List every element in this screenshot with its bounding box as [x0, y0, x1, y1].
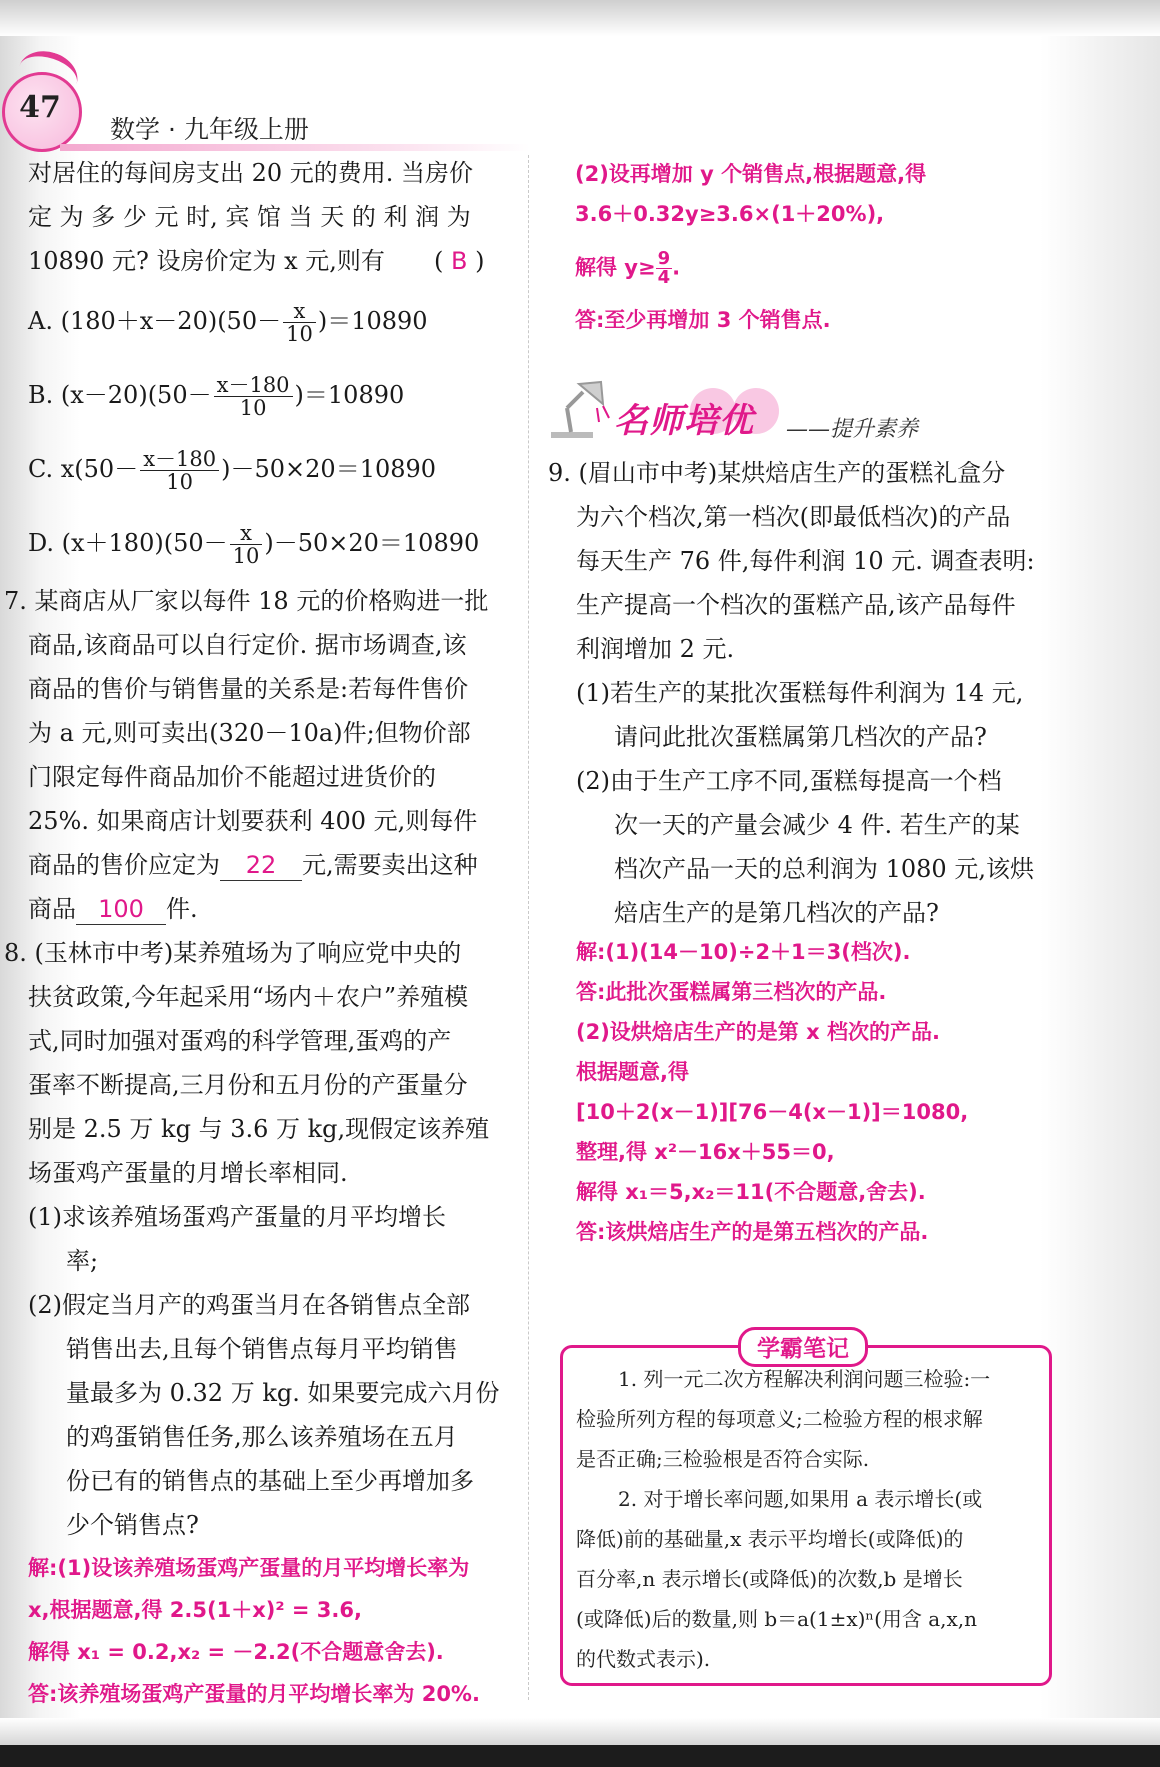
q8-part2-line-1: (2)假定当月产的鸡蛋当月在各销售点全部 [28, 1291, 470, 1319]
opt-b-pre: B. (x－20)(50－ [28, 381, 212, 409]
opt-d-pre: D. (x＋180)(50－ [28, 529, 228, 557]
q8-part2-line-4: 的鸡蛋销售任务,那么该养殖场在五月 [66, 1423, 458, 1451]
q9-line-1: 9. (眉山市中考)某烘焙店生产的蛋糕礼盒分 [548, 459, 1006, 487]
q7-line-7-post: 元,需要卖出这种 [302, 851, 478, 879]
q8-part2-line-3: 量最多为 0.32 万 kg. 如果要完成六月份 [66, 1379, 500, 1407]
q9-solution-3: (2)设烘焙店生产的是第 x 档次的产品. [576, 1020, 940, 1044]
q7-line-8-post: 件. [166, 895, 198, 923]
opt-a-den: 10 [286, 322, 313, 346]
q7-blank-quantity: 100 [76, 894, 166, 925]
note-line-1: 1. 列一元二次方程解决利润问题三检验:一 [618, 1367, 991, 1391]
q9-part2-line-1: (2)由于生产工序不同,蛋糕每提高一个档 [576, 767, 1002, 795]
q9-solution-8: 答:该烘焙店生产的是第五档次的产品. [576, 1220, 929, 1244]
q8-line-5: 别是 2.5 万 kg 与 3.6 万 kg,现假定该养殖 [28, 1115, 490, 1143]
q7-blank-price: 22 [220, 850, 302, 881]
q8-line-1: 8. (玉林市中考)某养殖场为了响应党中央的 [4, 939, 462, 967]
opt-a-pre: A. (180＋x－20)(50－ [28, 307, 282, 335]
q6-option-c [28, 444, 436, 494]
q8-cont-line-3: 解得 y≥ $\frac{9}{4}$. [575, 248, 681, 288]
header-rule [60, 144, 530, 151]
notes-title: 学霸笔记 [757, 1336, 849, 1362]
opt-c-fraction [140, 448, 219, 493]
q8-cont-num: 9 [657, 248, 671, 269]
q9-line-4: 生产提高一个档次的蛋糕产品,该产品每件 [576, 591, 1016, 619]
bottom-shadow [0, 1718, 1160, 1745]
opt-c-pre: C. x(50－ [28, 455, 139, 483]
top-shadow [0, 0, 1160, 36]
banner-title: 名师培优 [614, 401, 754, 441]
q8-line-3: 式,同时加强对蛋鸡的科学管理,蛋鸡的产 [28, 1027, 452, 1055]
q7-line-5: 门限定每件商品加价不能超过进货价的 [28, 763, 436, 791]
lamp-icon [545, 378, 615, 442]
q8-solution-2: x,根据题意,得 2.5(1＋x)² = 3.6, [28, 1598, 362, 1622]
opt-a-num: x [283, 300, 316, 323]
note-line-4: 2. 对于增长率问题,如果用 a 表示增长(或 [618, 1487, 983, 1511]
q9-solution-2: 答:此批次蛋糕属第三档次的产品. [576, 980, 887, 1004]
banner-subtitle: ——提升素养 [786, 417, 919, 442]
q9-part1-line-2: 请问此批次蛋糕属第几档次的产品? [614, 723, 987, 751]
opt-a-post: )＝10890 [317, 307, 428, 335]
opt-a-fraction [283, 300, 316, 345]
q9-part1-line-1: (1)若生产的某批次蛋糕每件利润为 14 元, [576, 679, 1024, 707]
q8-cont-line-2: 3.6＋0.32y≥3.6×(1＋20%), [575, 202, 885, 226]
q8-solution-3: 解得 x₁ = 0.2,x₂ = －2.2(不合题意舍去). [28, 1640, 444, 1664]
q7-line-6: 25%. 如果商店计划要获利 400 元,则每件 [28, 807, 478, 835]
opt-d-num: x [230, 522, 263, 545]
q8-cont-line-3-pre: 解得 y≥ [575, 255, 656, 280]
q7-line-1: 7. 某商店从厂家以每件 18 元的价格购进一批 [4, 587, 489, 615]
bottom-bar [0, 1745, 1160, 1767]
note-line-5: 降低)前的基础量,x 表示平均增长(或降低)的 [576, 1527, 964, 1551]
q6-option-d [28, 518, 479, 568]
q8-line-4: 蛋率不断提高,三月份和五月份的产蛋量分 [28, 1071, 468, 1099]
opt-d-den: 10 [232, 544, 260, 568]
q7-line-2: 商品,该商品可以自行定价. 据市场调查,该 [28, 631, 467, 659]
q6-line-3: 10890 元? 设房价定为 x 元,则有 [28, 247, 385, 275]
q6-option-b [28, 370, 404, 420]
q9-solution-5: [10＋2(x－1)][76－4(x－1)]＝1080, [576, 1100, 969, 1124]
opt-c-post: )－50×20＝10890 [221, 455, 437, 483]
q9-line-2: 为六个档次,第一档次(即最低档次)的产品 [576, 503, 1011, 531]
note-line-3: 是否正确;三检验根是否符合实际. [576, 1447, 870, 1471]
q6-line-1: 对居住的每间房支出 20 元的费用. 当房价 [28, 159, 474, 187]
notes-box [560, 1345, 1052, 1686]
q7-line-7 [28, 850, 478, 881]
opt-d-post: )－50×20＝10890 [264, 529, 480, 557]
opt-c-num: x－180 [140, 448, 219, 471]
note-line-8: 的代数式表示). [576, 1647, 711, 1671]
q9-solution-1: 解:(1)(14－10)÷2＋1＝3(档次). [576, 940, 911, 964]
q9-line-5: 利润增加 2 元. [576, 635, 735, 663]
q8-cont-den: 4 [657, 267, 671, 288]
page-number: 47 [19, 90, 61, 125]
note-line-7: (或降低)后的数量,则 b＝a(1±x)ⁿ(用含 a,x,n [576, 1607, 978, 1631]
q6-answer-bracket: ( B ) [434, 247, 485, 275]
q8-solution-1: 解:(1)设该养殖场蛋鸡产蛋量的月平均增长率为 [28, 1556, 470, 1580]
q9-solution-6: 整理,得 x²－16x＋55＝0, [576, 1140, 835, 1164]
q8-part2-line-5: 份已有的销售点的基础上至少再增加多 [66, 1467, 474, 1495]
book-title: 数学 · 九年级上册 [110, 115, 309, 144]
q9-line-3: 每天生产 76 件,每件利润 10 元. 调查表明: [576, 547, 1035, 575]
q8-part1-line-1: (1)求该养殖场蛋鸡产蛋量的月平均增长 [28, 1203, 446, 1231]
q8-part2-line-2: 销售出去,且每个销售点每月平均销售 [66, 1335, 458, 1363]
q9-part2-line-3: 档次产品一天的总利润为 1080 元,该烘 [614, 855, 1034, 883]
q8-line-2: 扶贫政策,今年起采用“场内＋农户”养殖模 [28, 983, 469, 1011]
q7-line-3: 商品的售价与销售量的关系是:若每件售价 [28, 675, 469, 703]
opt-b-post: )＝10890 [294, 381, 405, 409]
q9-solution-4: 根据题意,得 [576, 1060, 689, 1084]
q6-option-a [28, 296, 428, 346]
q9-solution-7: 解得 x₁＝5,x₂＝11(不合题意,舍去). [576, 1180, 926, 1204]
q7-line-8-pre: 商品 [28, 895, 76, 923]
opt-d-fraction [230, 522, 263, 567]
q6-answer: B [451, 247, 468, 275]
q6-line-2: 定 为 多 少 元 时, 宾 馆 当 天 的 利 润 为 [28, 203, 471, 231]
q8-solution-4: 答:该养殖场蛋鸡产蛋量的月平均增长率为 20%. [28, 1682, 480, 1706]
opt-c-den: 10 [166, 470, 194, 494]
q8-cont-line-4: 答:至少再增加 3 个销售点. [575, 308, 831, 332]
q9-part2-line-4: 焙店生产的是第几档次的产品? [614, 899, 939, 927]
q7-line-7-pre: 商品的售价应定为 [28, 851, 220, 879]
q8-part1-line-2: 率; [66, 1247, 99, 1275]
opt-b-den: 10 [239, 396, 267, 420]
opt-b-fraction [214, 374, 293, 419]
note-line-6: 百分率,n 表示增长(或降低)的次数,b 是增长 [576, 1567, 963, 1591]
q8-part2-line-6: 少个销售点? [66, 1511, 199, 1539]
q8-cont-line-1: (2)设再增加 y 个销售点,根据题意,得 [575, 162, 927, 186]
q8-line-6: 场蛋鸡产蛋量的月增长率相同. [28, 1159, 348, 1187]
q7-line-8 [28, 894, 198, 925]
q9-part2-line-2: 次一天的产量会减少 4 件. 若生产的某 [614, 811, 1020, 839]
column-divider [528, 155, 529, 1700]
q8-cont-fraction [656, 250, 673, 287]
q7-line-4: 为 a 元,则可卖出(320－10a)件;但物价部 [28, 719, 471, 747]
note-line-2: 检验所列方程的每项意义;二检验方程的根求解 [576, 1407, 983, 1431]
opt-b-num: x－180 [214, 374, 293, 397]
